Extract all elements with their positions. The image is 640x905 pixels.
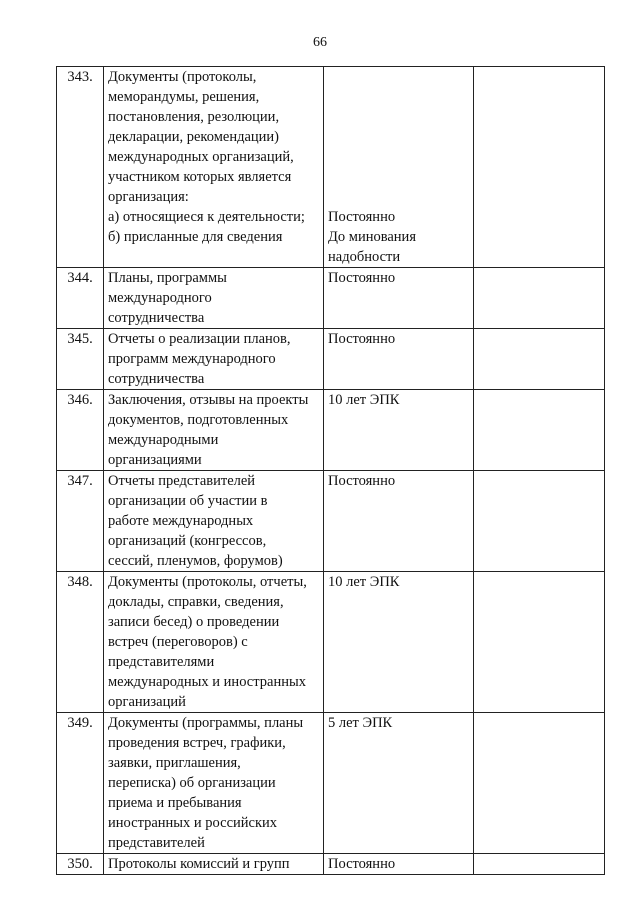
retention-spacer <box>328 147 469 167</box>
retention-spacer <box>328 107 469 127</box>
document-type-cell <box>104 854 324 875</box>
table-row <box>57 268 605 329</box>
document-type-line: организаций <box>108 694 186 710</box>
document-type-line: встреч (переговоров) с <box>108 634 248 650</box>
document-type-line: Отчеты о реализации планов, <box>108 331 291 347</box>
document-type-line: б) присланные для сведения <box>108 229 283 245</box>
document-type-cell <box>104 713 324 854</box>
document-type-line: проведения встреч, графики, <box>108 735 286 751</box>
table-row <box>57 390 605 471</box>
note-cell <box>474 67 605 268</box>
table-row <box>57 471 605 572</box>
retention-period-cell <box>324 471 474 572</box>
retention-period-line: 10 лет ЭПК <box>328 574 400 590</box>
document-type-cell <box>104 471 324 572</box>
document-type-line: доклады, справки, сведения, <box>108 594 284 610</box>
document-type-line: заявки, приглашения, <box>108 755 241 771</box>
document-type-cell <box>104 390 324 471</box>
document-type-cell <box>104 268 324 329</box>
retention-period-cell <box>324 854 474 875</box>
table-row <box>57 713 605 854</box>
item-number-cell <box>57 854 104 875</box>
document-type-line: международных и иностранных <box>108 674 306 690</box>
retention-period-cell <box>324 390 474 471</box>
table-row <box>57 67 605 268</box>
note-cell <box>474 713 605 854</box>
document-type-line: международного <box>108 290 212 306</box>
item-number-cell <box>57 572 104 713</box>
retention-period-cell <box>324 572 474 713</box>
document-type-line: Документы (протоколы, отчеты, <box>108 574 307 590</box>
document-type-line: представителями <box>108 654 215 670</box>
document-type-line: Планы, программы <box>108 270 227 286</box>
retention-period-line: 5 лет ЭПК <box>328 715 393 731</box>
retention-period-line: Постоянно <box>328 270 396 286</box>
item-number: 346. <box>67 392 93 408</box>
item-number-cell <box>57 713 104 854</box>
retention-period-line: Постоянно <box>328 473 396 489</box>
item-number: 347. <box>67 473 93 489</box>
retention-period-cell <box>324 67 474 268</box>
document-type-line: программ международного <box>108 351 276 367</box>
document-type-line: переписка) об организации <box>108 775 276 791</box>
retention-spacer <box>328 187 469 207</box>
document-type-line: организация: <box>108 189 189 205</box>
document-type-line: сотрудничества <box>108 310 205 326</box>
retention-period-cell <box>324 713 474 854</box>
document-type-line: декларации, рекомендации) <box>108 129 280 145</box>
item-number: 343. <box>67 69 93 85</box>
document-type-line: организациями <box>108 452 202 468</box>
document-type-line: постановления, резолюции, <box>108 109 280 125</box>
table-row <box>57 329 605 390</box>
retention-period-cell <box>324 329 474 390</box>
document-type-line: приема и пребывания <box>108 795 242 811</box>
document-type-line: иностранных и российских <box>108 815 278 831</box>
item-number: 350. <box>67 856 93 872</box>
table-row <box>57 854 605 875</box>
document-type-line: а) относящиеся к деятельности; <box>108 209 305 225</box>
document-type-cell <box>104 572 324 713</box>
document-type-line: организации об участии в <box>108 493 268 509</box>
retention-period-line: До минования <box>328 229 416 245</box>
item-number: 349. <box>67 715 93 731</box>
document-type-line: представителей <box>108 835 205 851</box>
item-number: 344. <box>67 270 93 286</box>
item-number-cell <box>57 471 104 572</box>
retention-spacer <box>328 167 469 187</box>
item-number: 345. <box>67 331 93 347</box>
document-type-line: Заключения, отзывы на проекты <box>108 392 309 408</box>
note-cell <box>474 390 605 471</box>
document-type-line: международных организаций, <box>108 149 294 165</box>
note-cell <box>474 471 605 572</box>
item-number-cell <box>57 390 104 471</box>
document-type-line: работе международных <box>108 513 254 529</box>
document-type-line: участником которых является <box>108 169 292 185</box>
document-type-line: меморандумы, решения, <box>108 89 260 105</box>
note-cell <box>474 268 605 329</box>
item-number-cell <box>57 329 104 390</box>
records-table <box>56 66 605 875</box>
note-cell <box>474 572 605 713</box>
item-number-cell <box>57 67 104 268</box>
item-number: 348. <box>67 574 93 590</box>
item-number-cell <box>57 268 104 329</box>
document-type-line: записи бесед) о проведении <box>108 614 280 630</box>
document-type-cell <box>104 67 324 268</box>
document-type-line: Отчеты представителей <box>108 473 256 489</box>
retention-period-line: Постоянно <box>328 856 396 872</box>
document-type-line: сотрудничества <box>108 371 205 387</box>
document-type-line: международными <box>108 432 219 448</box>
retention-period-line: Постоянно <box>328 331 396 347</box>
retention-period-line: Постоянно <box>328 209 396 225</box>
document-type-line: Документы (программы, планы <box>108 715 304 731</box>
document-type-line: организаций (конгрессов, <box>108 533 267 549</box>
document-type-line: документов, подготовленных <box>108 412 289 428</box>
retention-spacer <box>328 127 469 147</box>
document-type-line: Документы (протоколы, <box>108 69 257 85</box>
retention-period-line: 10 лет ЭПК <box>328 392 400 408</box>
page-number: 66 <box>313 35 327 50</box>
document-type-line: сессий, пленумов, форумов) <box>108 553 283 569</box>
retention-period-cell <box>324 268 474 329</box>
table-row <box>57 572 605 713</box>
note-cell <box>474 854 605 875</box>
retention-spacer <box>328 67 469 87</box>
document-type-line: Протоколы комиссий и групп <box>108 856 290 872</box>
retention-period-line: надобности <box>328 249 401 265</box>
document-type-cell <box>104 329 324 390</box>
retention-spacer <box>328 87 469 107</box>
note-cell <box>474 329 605 390</box>
